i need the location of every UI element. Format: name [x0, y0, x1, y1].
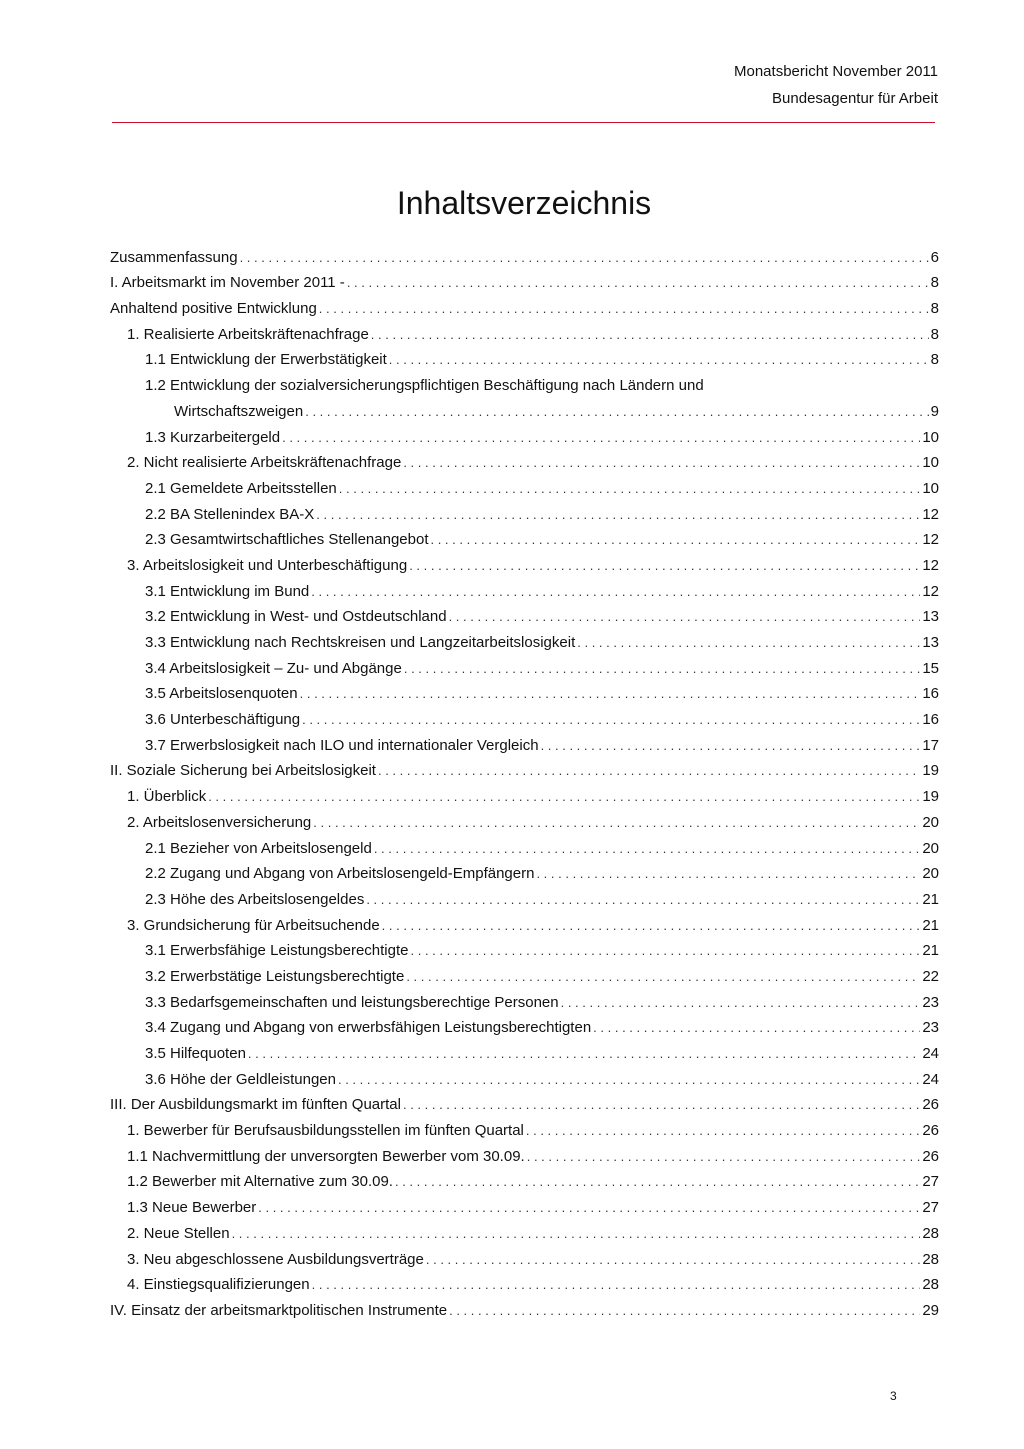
toc-leader-dots	[338, 1071, 920, 1088]
toc-entry-page: 9	[930, 402, 939, 420]
toc-entry-title: 1. Bewerber für Berufsausbildungsstellen im fünften Quartal	[127, 1122, 524, 1140]
toc-leader-dots	[395, 1173, 920, 1190]
toc-entry[interactable]	[110, 368, 939, 419]
toc-entry[interactable]	[110, 548, 939, 574]
toc-entry[interactable]	[110, 651, 939, 677]
toc-entry-page: 28	[922, 1224, 939, 1242]
toc-entry[interactable]	[110, 779, 939, 805]
toc-entry[interactable]	[110, 1139, 939, 1165]
toc-entry[interactable]	[110, 600, 939, 626]
toc-entry[interactable]	[110, 857, 939, 883]
toc-entry-title: 3.6 Unterbeschäftigung	[145, 711, 301, 729]
toc-entry-page: 21	[922, 942, 939, 960]
toc-entry-page: 20	[922, 865, 939, 883]
toc-entry-title: 4. Einstiegsqualifizierungen	[127, 1276, 310, 1294]
toc-leader-dots	[339, 480, 921, 497]
toc-entry[interactable]	[110, 677, 939, 703]
toc-entry-title: 2. Neue Stellen	[127, 1224, 230, 1242]
toc-leader-dots	[403, 1096, 920, 1113]
page-number: 3	[890, 1389, 897, 1403]
toc-entry-page: 26	[922, 1147, 939, 1165]
toc-entry-title: 3.3 Entwicklung nach Rechtskreisen und Langzeitarbeitslosigkeit	[145, 634, 576, 651]
toc-entry-page: 17	[922, 736, 939, 754]
toc-entry-page: 20	[922, 839, 939, 857]
toc-entry-page: 13	[922, 634, 939, 651]
toc-leader-dots	[430, 531, 920, 548]
toc-entry-page: 12	[922, 505, 939, 523]
toc-entry-title: 2.3 Gesamtwirtschaftliches Stellenangebot	[145, 531, 429, 549]
toc-entry-page: 12	[922, 531, 939, 549]
toc-leader-dots	[389, 351, 929, 368]
toc-leader-dots	[449, 608, 921, 625]
toc-entry-page: 26	[922, 1122, 939, 1140]
toc-leader-dots	[232, 1225, 921, 1242]
toc-entry[interactable]	[110, 1062, 939, 1088]
toc-leader-dots	[374, 840, 920, 857]
toc-leader-dots	[347, 274, 929, 291]
toc-entry[interactable]	[110, 908, 939, 934]
toc-leader-dots	[536, 865, 920, 882]
toc-entry-title: III. Der Ausbildungsmarkt im fünften Quartal	[110, 1096, 401, 1114]
toc-leader-dots	[258, 1199, 920, 1216]
toc-entry-title: 1.1 Nachvermittlung der unversorgten Bewerber vom 30.09.	[127, 1147, 525, 1165]
toc-entry-page: 24	[922, 1070, 939, 1088]
toc-entry[interactable]	[110, 1268, 939, 1294]
toc-entry-title: 2. Nicht realisierte Arbeitskräftenachfrage	[127, 454, 402, 472]
toc-entry[interactable]	[110, 985, 939, 1011]
toc-entry[interactable]	[110, 574, 939, 600]
toc-entry[interactable]	[110, 1165, 939, 1191]
toc-entry-title: 1. Realisierte Arbeitskräftenachfrage	[127, 325, 369, 343]
toc-entry-title: 3. Arbeitslosigkeit und Unterbeschäftigung	[127, 556, 408, 574]
toc-leader-dots	[300, 685, 921, 702]
toc-entry-page: 23	[922, 1019, 939, 1037]
toc-entry[interactable]	[110, 317, 939, 343]
toc-entry-title: 1.3 Neue Bewerber	[127, 1199, 257, 1217]
toc-entry-page: 10	[922, 454, 939, 472]
toc-entry[interactable]	[110, 831, 939, 857]
toc-leader-dots	[577, 634, 920, 651]
toc-leader-dots	[406, 968, 920, 985]
toc-entry-title: 3. Neu abgeschlossene Ausbildungsverträge	[127, 1250, 424, 1268]
toc-entry[interactable]	[110, 754, 939, 780]
toc-entry-title: 2. Arbeitslosenversicherung	[127, 813, 312, 831]
toc-entry-page: 20	[922, 813, 939, 831]
toc-leader-dots	[302, 711, 920, 728]
toc-leader-dots	[382, 917, 921, 934]
toc-entry-title: IV. Einsatz der arbeitsmarktpolitischen Instrumente	[110, 1301, 448, 1319]
toc-entry-title: 2.3 Höhe des Arbeitslosengeldes	[145, 890, 365, 908]
toc-entry-title: 1.1 Entwicklung der Erwerbstätigkeit	[145, 351, 387, 369]
toc-entry[interactable]	[110, 1113, 939, 1139]
header-agency-name: Bundesagentur für Arbeit	[772, 90, 938, 107]
toc-leader-dots	[240, 249, 929, 266]
toc-entry-page: 15	[922, 659, 939, 677]
toc-entry[interactable]	[110, 343, 939, 369]
toc-leader-dots	[409, 557, 920, 574]
toc-entry[interactable]	[110, 934, 939, 960]
toc-entry-page: 21	[922, 916, 939, 934]
toc-leader-dots	[378, 762, 920, 779]
toc-entry-title: I. Arbeitsmarkt im November 2011 -	[110, 274, 345, 292]
toc-leader-dots	[305, 403, 928, 420]
toc-leader-dots	[282, 429, 920, 446]
toc-entry-page: 6	[930, 248, 939, 266]
toc-entry-title: 1. Überblick	[127, 788, 207, 806]
toc-leader-dots	[403, 454, 920, 471]
toc-entry-title: 3.2 Entwicklung in West- und Ostdeutschland	[145, 608, 447, 626]
toc-entry[interactable]	[110, 471, 939, 497]
toc-entry[interactable]	[110, 1011, 939, 1037]
toc-entry[interactable]	[110, 1088, 939, 1114]
toc-leader-dots	[527, 1148, 921, 1165]
toc-entry-title: 1.3 Kurzarbeitergeld	[145, 428, 281, 446]
toc-leader-dots	[426, 1251, 920, 1268]
toc-entry-page: 12	[922, 556, 939, 574]
toc-entry-page: 28	[922, 1250, 939, 1268]
toc-entry[interactable]	[110, 266, 939, 292]
toc-entry-title: 3.3 Bedarfsgemeinschaften und leistungsberechtige Personen	[145, 993, 559, 1011]
toc-leader-dots	[449, 1302, 920, 1319]
toc-entry-page: 22	[922, 967, 939, 985]
toc-entry-page: 23	[922, 993, 939, 1011]
toc-entry-title: Zusammenfassung	[110, 248, 238, 266]
toc-entry[interactable]	[110, 702, 939, 728]
toc-entry[interactable]	[110, 1242, 939, 1268]
toc-leader-dots	[248, 1045, 920, 1062]
toc-entry-page: 21	[922, 890, 939, 908]
toc-entry-title: II. Soziale Sicherung bei Arbeitslosigkeit	[110, 762, 376, 780]
toc-entry-page: 16	[922, 685, 939, 703]
toc-entry-page: 8	[930, 351, 939, 369]
toc-entry-title: Anhaltend positive Entwicklung	[110, 300, 317, 318]
toc-entry-page: 13	[922, 608, 939, 626]
toc-leader-dots	[561, 994, 921, 1011]
table-of-contents	[110, 240, 939, 1319]
toc-entry-title: 3.5 Arbeitslosenquoten	[145, 685, 298, 703]
toc-leader-dots	[411, 942, 921, 959]
toc-leader-dots	[208, 788, 920, 805]
toc-entry[interactable]	[110, 1293, 939, 1319]
toc-leader-dots	[593, 1019, 920, 1036]
toc-leader-dots	[316, 506, 920, 523]
toc-entry-title-continued: Wirtschaftszweigen	[174, 402, 304, 420]
toc-entry[interactable]	[110, 1216, 939, 1242]
toc-entry[interactable]	[110, 805, 939, 831]
toc-entry-title: 3.4 Zugang und Abgang von erwerbsfähigen Leistungsberechtigten	[145, 1019, 592, 1037]
header-divider	[112, 122, 935, 123]
toc-entry-page: 27	[922, 1199, 939, 1217]
toc-entry-page: 28	[922, 1276, 939, 1294]
toc-entry-title: 2.2 BA Stellenindex BA-X	[145, 505, 315, 523]
toc-entry[interactable]	[110, 523, 939, 549]
toc-entry[interactable]	[110, 291, 939, 317]
toc-leader-dots	[526, 1122, 920, 1139]
toc-entry[interactable]	[110, 420, 939, 446]
toc-entry-title: 2.2 Zugang und Abgang von Arbeitslosengeld-Empfängern	[145, 865, 535, 883]
toc-leader-dots	[404, 660, 920, 677]
toc-entry[interactable]	[110, 446, 939, 472]
toc-leader-dots	[311, 583, 920, 600]
toc-entry-title: 3.7 Erwerbslosigkeit nach ILO und internationaler Vergleich	[145, 736, 539, 754]
toc-entry-title: 3.1 Entwicklung im Bund	[145, 582, 310, 600]
toc-entry-title: 3.4 Arbeitslosigkeit – Zu- und Abgänge	[145, 659, 402, 677]
toc-entry[interactable]	[110, 497, 939, 523]
toc-entry[interactable]	[110, 882, 939, 908]
toc-entry-page: 8	[930, 274, 939, 292]
toc-entry-page: 19	[922, 788, 939, 806]
toc-entry-page: 26	[922, 1096, 939, 1114]
toc-entry-title: 3.1 Erwerbsfähige Leistungsberechtigte	[145, 942, 409, 960]
toc-entry-page: 24	[922, 1045, 939, 1062]
toc-entry[interactable]	[110, 1190, 939, 1216]
toc-entry-title: 3.2 Erwerbstätige Leistungsberechtigte	[145, 967, 405, 985]
toc-entry-title: 2.1 Bezieher von Arbeitslosengeld	[145, 839, 372, 857]
toc-leader-dots	[366, 891, 920, 908]
toc-entry-page: 27	[922, 1173, 939, 1191]
toc-leader-dots	[312, 1276, 921, 1293]
toc-entry-title: 3. Grundsicherung für Arbeitsuchende	[127, 916, 380, 934]
page-title: Inhaltsverzeichnis	[396, 185, 652, 222]
toc-leader-dots	[313, 814, 920, 831]
toc-entry[interactable]	[110, 1036, 939, 1062]
toc-entry-title: 3.6 Höhe der Geldleistungen	[145, 1070, 336, 1088]
toc-entry-page: 10	[922, 428, 939, 446]
toc-entry-title: 2.1 Gemeldete Arbeitsstellen	[145, 479, 337, 497]
toc-entry[interactable]	[110, 240, 939, 266]
toc-leader-dots	[319, 300, 929, 317]
toc-entry-page: 10	[922, 479, 939, 497]
toc-entry-page: 29	[922, 1301, 939, 1319]
toc-leader-dots	[541, 737, 921, 754]
toc-entry[interactable]	[110, 625, 939, 651]
toc-entry-title: 1.2 Entwicklung der sozialversicherungspflichtigen Beschäftigung nach Ländern und	[145, 377, 704, 395]
toc-entry-page: 16	[922, 711, 939, 729]
toc-entry-title: 3.5 Hilfequoten	[145, 1045, 246, 1062]
toc-entry[interactable]	[110, 959, 939, 985]
toc-entry-page: 8	[930, 300, 939, 318]
header-report-title: Monatsbericht November 2011	[734, 63, 938, 80]
toc-entry-title: 1.2 Bewerber mit Alternative zum 30.09.	[127, 1173, 393, 1191]
toc-leader-dots	[371, 326, 929, 343]
toc-entry-page: 8	[930, 325, 939, 343]
toc-entry[interactable]	[110, 728, 939, 754]
toc-entry-page: 12	[922, 582, 939, 600]
toc-entry-page: 19	[922, 762, 939, 780]
